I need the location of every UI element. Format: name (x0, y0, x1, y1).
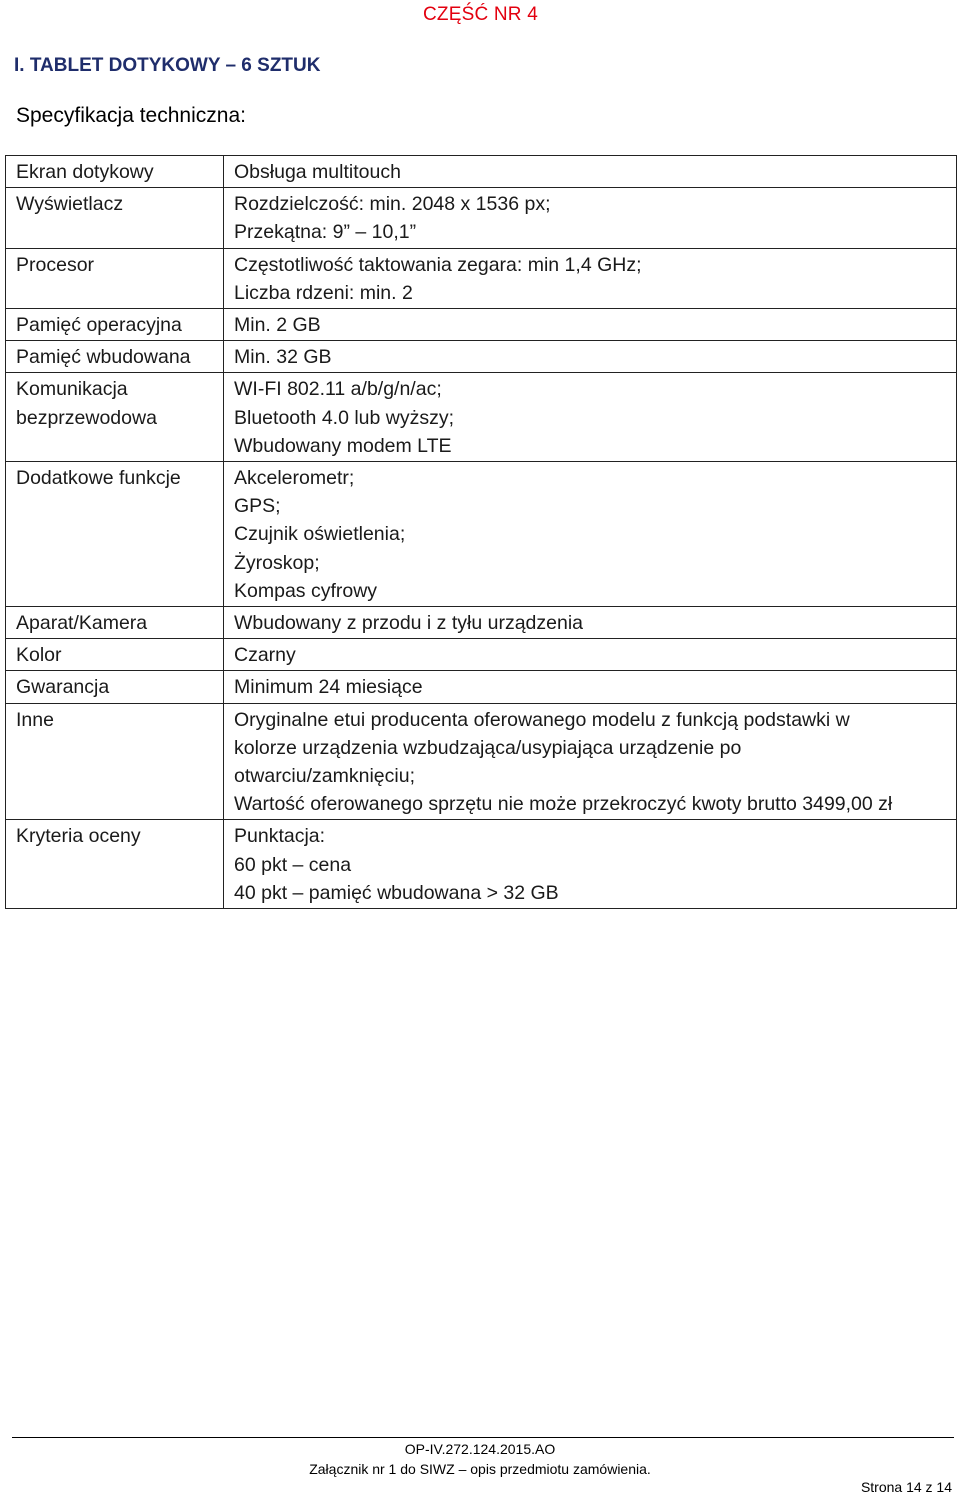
spec-value-cell (224, 820, 957, 909)
spec-name-cell (6, 188, 224, 248)
spec-value-text: Min. 2 GB (234, 314, 321, 337)
footer-doc-code: OP-IV.272.124.2015.AO (404, 1441, 556, 1457)
spec-row (6, 373, 957, 462)
spec-value-text: Oryginalne etui producenta oferowanego modelu z funkcją podstawki w (234, 708, 850, 731)
spec-value-cell (224, 703, 957, 820)
spec-name-text: Gwarancja (16, 676, 110, 699)
spec-name-text: Pamięć operacyjna (16, 314, 182, 337)
spec-value-cell (224, 156, 957, 188)
spec-value-text: Punktacja: (234, 825, 326, 848)
spec-value-text: Rozdzielczość: min. 2048 x 1536 px; (234, 193, 551, 216)
spec-name-text: Ekran dotykowy (16, 161, 154, 183)
spec-value-text: GPS; (234, 495, 281, 518)
spec-row (6, 607, 957, 639)
spec-value-text: Liczba rdzeni: min. 2 (234, 281, 413, 304)
spec-row (6, 639, 957, 671)
spec-table (5, 155, 957, 909)
spec-row (6, 188, 957, 248)
spec-value-text: kolorze urządzenia wzbudzająca/usypiająca urządzenie po (234, 736, 742, 759)
spec-value-cell (224, 671, 957, 703)
spec-name-cell (6, 309, 224, 341)
spec-value-text: Wbudowany modem LTE (234, 434, 452, 457)
spec-name-cell (6, 248, 224, 308)
spec-value-text: Bluetooth 4.0 lub wyższy; (234, 406, 455, 429)
spec-row (6, 309, 957, 341)
spec-name-text: Procesor (16, 253, 95, 276)
spec-row (6, 703, 957, 820)
spec-name-text: Kolor (16, 644, 62, 667)
spec-name-cell (6, 462, 224, 607)
spec-value-text: Przekątna: 9” – 10,1” (234, 221, 417, 244)
spec-name-text: Aparat/Kamera (16, 612, 148, 635)
spec-value-text: 40 pkt – pamięć wbudowana > 32 GB (234, 881, 559, 904)
spec-value-cell (224, 309, 957, 341)
spec-value-text: WI-FI 802.11 a/b/g/n/ac; (234, 378, 442, 401)
spec-name-text: Wyświetlacz (16, 193, 124, 216)
spec-value-text: Obsługa multitouch (234, 161, 401, 183)
spec-row (6, 462, 957, 607)
footer-divider (12, 1437, 954, 1438)
spec-name-cell (6, 341, 224, 373)
spec-name-cell (6, 703, 224, 820)
spec-value-text: Czarny (234, 644, 296, 667)
spec-name-text: Kryteria oceny (16, 825, 141, 848)
part-label: CZĘŚĆ NR 4 (423, 4, 538, 25)
spec-row (6, 820, 957, 909)
spec-row (6, 248, 957, 308)
spec-name-cell (6, 607, 224, 639)
spec-value-text: otwarciu/zamknięciu; (234, 765, 415, 788)
spec-value-text: 60 pkt – cena (234, 853, 352, 876)
spec-value-cell (224, 373, 957, 462)
spec-name-cell (6, 373, 224, 462)
spec-name-cell (6, 639, 224, 671)
spec-value-cell (224, 639, 957, 671)
spec-name-cell (6, 671, 224, 703)
spec-name-text: Pamięć wbudowana (16, 346, 191, 369)
spec-value-cell (224, 341, 957, 373)
spec-value-cell (224, 607, 957, 639)
spec-value-text: Czujnik oświetlenia; (234, 523, 406, 546)
spec-name-text: Dodatkowe funkcje (16, 467, 181, 490)
spec-name-cell (6, 820, 224, 909)
spec-row (6, 156, 957, 188)
spec-value-cell (224, 462, 957, 607)
spec-title: Specyfikacja techniczna: (16, 104, 246, 127)
spec-value-cell (224, 248, 957, 308)
spec-value-text: Wbudowany z przodu i z tyłu urządzenia (234, 612, 584, 635)
spec-row (6, 671, 957, 703)
spec-name-text: bezprzewodowa (16, 406, 157, 429)
page-number: Strona 14 z 14 (860, 1479, 952, 1495)
spec-value-text: Kompas cyfrowy (234, 579, 378, 602)
footer-attachment-note: Załącznik nr 1 do SIWZ – opis przedmiotu zamówienia. (309, 1461, 651, 1477)
spec-value-text: Akcelerometr; (234, 467, 355, 490)
spec-table-body (6, 156, 957, 909)
spec-name-text: Inne (16, 708, 54, 731)
section-title: I. TABLET DOTYKOWY – 6 SZTUK (14, 55, 321, 76)
spec-value-text: Wartość oferowanego sprzętu nie może przekroczyć kwoty brutto 3499,00 zł (234, 793, 893, 816)
spec-value-cell (224, 188, 957, 248)
spec-value-text: Żyroskop; (234, 551, 320, 574)
spec-value-text: Min. 32 GB (234, 346, 332, 369)
spec-row (6, 341, 957, 373)
spec-name-cell (6, 156, 224, 188)
spec-value-text: Minimum 24 miesiące (234, 676, 423, 699)
spec-value-text: Częstotliwość taktowania zegara: min 1,4 GHz; (234, 253, 642, 276)
spec-name-text: Komunikacja (16, 378, 128, 401)
